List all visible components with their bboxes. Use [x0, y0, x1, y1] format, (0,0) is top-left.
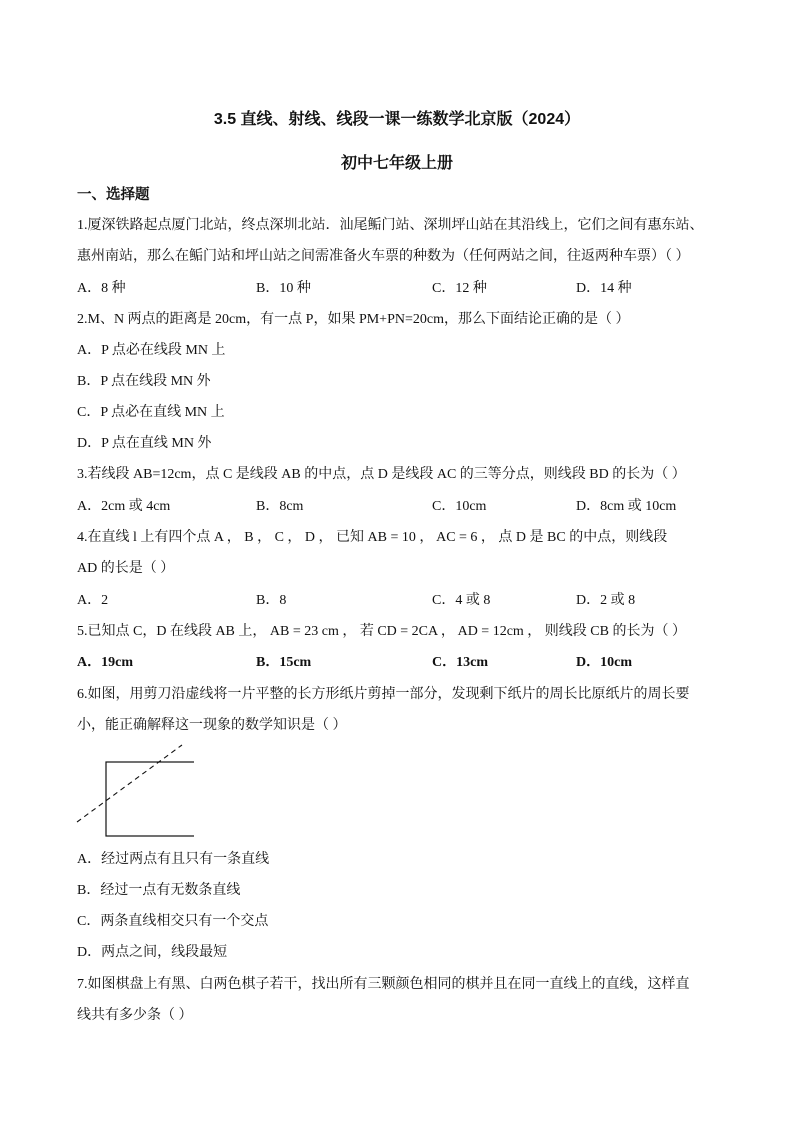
q6-option-b: B．经过一点有无数条直线 — [77, 883, 241, 898]
q6-stem-line1: 6.如图，用剪刀沿虚线将一片平整的长方形纸片剪掉一部分，发现剩下纸片的周长比原纸片的周长要 — [77, 687, 690, 702]
q5-stem: 5.已知点 C，D 在线段 AB 上， AB = 23 cm ， 若 CD = 2CA ， AD = 12cm ， 则线段 CB 的长为（ ） — [77, 624, 686, 639]
q5-option-c: C．13cm — [432, 655, 488, 670]
q2-stem: 2.M、N 两点的距离是 20cm，有一点 P，如果 PM+PN=20cm，那么下面结论正确的是（ ） — [77, 312, 630, 327]
q2-option-c: C．P 点必在直线 MN 上 — [77, 405, 225, 420]
q3-option-b: B．8cm — [256, 499, 304, 514]
q1-option-c: C．12 种 — [432, 281, 487, 296]
cut-paper-figure — [74, 740, 194, 840]
q1-option-a: A．8 种 — [77, 281, 126, 296]
document-title: 3.5 直线、射线、线段一课一练数学北京版（2024） — [213, 111, 581, 128]
q7-stem-line2: 线共有多少条（ ） — [77, 1008, 193, 1023]
q1-stem-line2: 惠州南站，那么在鲘门站和坪山站之间需准备火车票的种数为（任何两站之间，往返两种车票）（ ） — [77, 249, 690, 264]
q3-stem: 3.若线段 AB=12cm，点 C 是线段 AB 的中点，点 D 是线段 AC 的三等分点，则线段 BD 的长为（ ） — [77, 467, 686, 482]
q6-option-c: C．两条直线相交只有一个交点 — [77, 914, 269, 929]
q1-option-b: B．10 种 — [256, 281, 311, 296]
q4-stem-line1: 4.在直线 l 上有四个点 A ， B ， C ， D ， 已知 AB = 10 ， AC = 6 ， 点 D 是 BC 的中点，则线段 — [77, 530, 668, 545]
q4-option-c: C．4 或 8 — [432, 593, 491, 608]
q2-option-b: B．P 点在线段 MN 外 — [77, 374, 211, 389]
q3-option-c: C．10cm — [432, 499, 487, 514]
rectangle-paper — [106, 762, 194, 836]
q6-option-d: D．两点之间，线段最短 — [77, 945, 228, 960]
q1-option-d: D．14 种 — [576, 281, 632, 296]
q3-option-a: A．2cm 或 4cm — [77, 499, 171, 514]
q1-stem-line1: 1.厦深铁路起点厦门北站，终点深圳北站．汕尾鲘门站、深圳坪山站在其沿线上，它们之间有惠东站、 — [77, 218, 704, 233]
q2-option-d: D．P 点在直线 MN 外 — [77, 436, 212, 451]
q4-option-d: D．2 或 8 — [576, 593, 636, 608]
q3-option-d: D．8cm 或 10cm — [576, 499, 677, 514]
q5-option-a: A．19cm — [77, 655, 133, 670]
q7-stem-line1: 7.如图棋盘上有黑、白两色棋子若干，找出所有三颗颜色相同的棋并且在同一直线上的直线，这样直 — [77, 977, 690, 992]
q4-stem-line2: AD 的长是（ ） — [77, 561, 175, 576]
q6-stem-line2: 小，能正确解释这一现象的数学知识是（ ） — [77, 718, 347, 733]
q6-option-a: A．经过两点有且只有一条直线 — [77, 852, 270, 867]
q2-option-a: A．P 点必在线段 MN 上 — [77, 343, 226, 358]
document-subtitle: 初中七年级上册 — [340, 155, 453, 172]
q4-option-a: A．2 — [77, 593, 109, 608]
section-heading: 一、选择题 — [77, 187, 150, 203]
q5-option-d: D．10cm — [576, 655, 632, 670]
q5-option-b: B．15cm — [256, 655, 312, 670]
q4-option-b: B．8 — [256, 593, 287, 608]
dashed-cut-line — [77, 745, 182, 822]
